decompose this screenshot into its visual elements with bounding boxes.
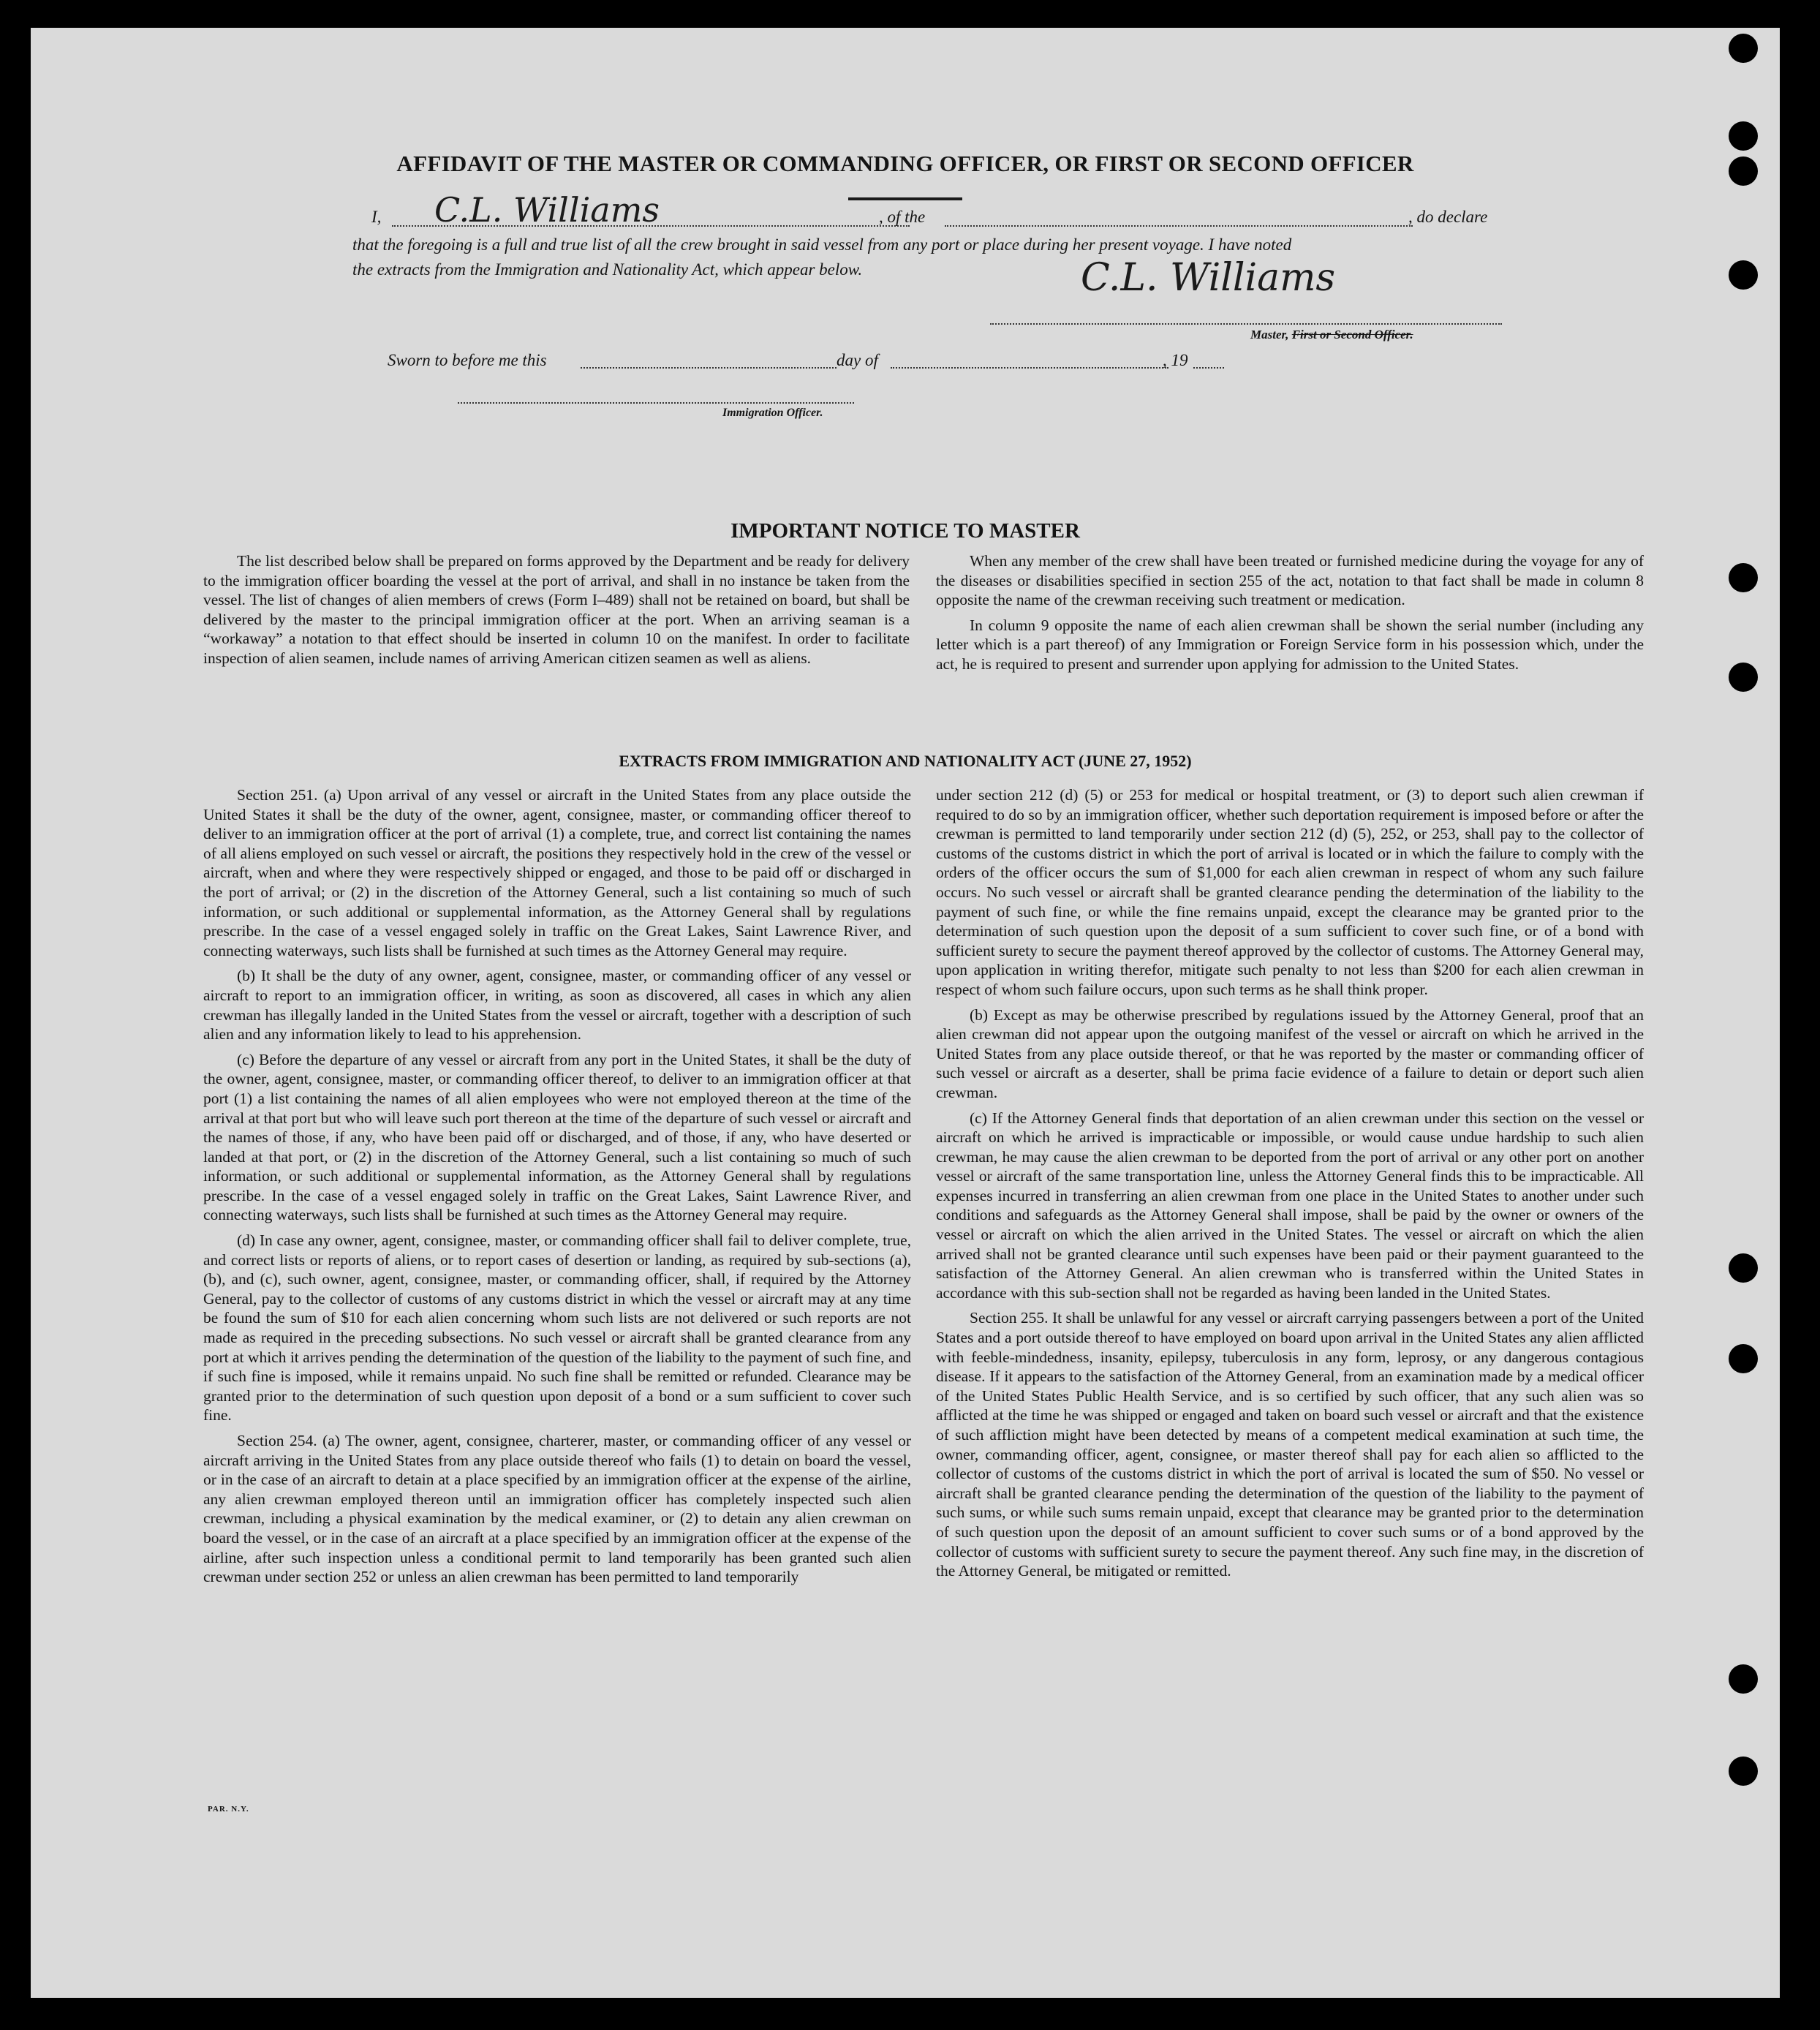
name-field-line [392, 225, 910, 227]
declaration-statement-1: that the foregoing is a full and true list of all the crew brought in said vessel from any port or place during her present voyage. I have noted [352, 235, 1292, 254]
declarant-signature: C.L. Williams [434, 190, 660, 230]
affidavit-title: AFFIDAVIT OF THE MASTER OR COMMANDING OFFICER, OR FIRST OR SECOND OFFICER [396, 151, 1414, 176]
punch-hole [1729, 1757, 1758, 1786]
notice-right-paragraph: In column 9 opposite the name of each alien crewman shall be shown the serial number (including any letter which is a part thereof) of any Immigration or Foreign Service form in his possession which, under the act, he is required to present and surrender upon applying for admission to the United States. [936, 616, 1644, 673]
title-divider [848, 197, 962, 200]
year-label: , 19 [1163, 351, 1188, 369]
vessel-field-line [945, 225, 1413, 227]
extract-paragraph: (c) Before the departure of any vessel or aircraft from any port in the United States, it shall be the duty of the owner, agent, consignee, master, or commanding officer thereof, to deliver to an immigration officer at that port (1) a list containing the names of all alien employees who were not employed thereon at the time of the arrival at that port but who will leave such port thereon at the time of the departure of such vessel or aircraft and the names of those, if any, who have been paid off or discharged, and of those, if any, who have deserted or landed at that port, or (2) in the discretion of the Attorney General, such a list containing so much of such information, or such additional or supplemental information, as the Attorney General shall by regulations prescribe. In the case of a vessel engaged solely in traffic on the Great Lakes, Saint Lawrence River, and connecting waterways, such lists shall be furnished at such times as the Attorney General may require. [203, 1050, 911, 1224]
extracts-left-column [203, 785, 911, 1593]
punch-hole [1729, 156, 1758, 186]
printer-code: PAR. N.Y. [208, 1805, 249, 1814]
extract-paragraph: Section 251. (a) Upon arrival of any vessel or aircraft in the United States from any place outside the United States it shall be the duty of the owner, agent, consignee, master, or commanding officer thereof to deliver to an immigration officer at the port of arrival (1) a complete, true, and correct list containing the names of all aliens employed on such vessel or aircraft, the positions they respectively hold in the crew of the vessel or aircraft, when and where they were respectively shipped or engaged, and those to be paid off or discharged in the port of arrival; or (2) in the discretion of the Attorney General, such a list containing so much of such information, or such additional or supplemental information, as the Attorney General shall by regulations prescribe. In the case of a vessel engaged solely in traffic on the Great Lakes, Saint Lawrence River, and connecting waterways, such lists shall be furnished at such times as the Attorney General may require. [203, 786, 911, 959]
punch-hole [1729, 663, 1758, 692]
extract-paragraph: Section 255. It shall be unlawful for any vessel or aircraft carrying passengers between a port of the United States and a port outside thereof to have employed on board upon arrival in the United States any alien afflicted with feeble-mindedness, insanity, epilepsy, tuberculosis in any form, leprosy, or any dangerous contagious disease. If it appears to the satisfaction of the Attorney General, from an examination made by a medical officer of the United States Public Health Service, and is so certified by such officer, that any such alien was so afflicted at the time he was shipped or engaged and taken on board such vessel or aircraft and that the existence of such affliction might have been detected by means of a competent medical examination at such time, the owner, commanding officer, agent, consignee, or master thereof shall pay for each alien so afflicted to the collector of customs of the customs district in which the port of arrival is located the sum of $50. No vessel or aircraft shall be granted clearance pending the determination of the question of the liability to the payment of such sums, or while such sums remain unpaid, except that clearance may be granted prior to the determination of such question upon the deposit of an amount sufficient to cover such sums or of a bond approved by the collector of customs with sufficient surety to secure the payment thereof. Any such fine may, in the discretion of the Attorney General, be mitigated or remitted. [936, 1309, 1644, 1580]
signature-line [990, 323, 1502, 325]
notice-right-column [936, 551, 1644, 680]
punch-hole [1729, 121, 1758, 151]
extracts-title: EXTRACTS FROM IMMIGRATION AND NATIONALITY ACT (JUNE 27, 1952) [619, 752, 1192, 770]
punch-hole [1729, 1253, 1758, 1283]
signer-title-struck: First or Second Officer. [1291, 328, 1413, 342]
binder-holes [1729, 28, 1780, 1998]
punch-hole [1729, 34, 1758, 63]
punch-hole [1729, 1664, 1758, 1694]
declaration-statement-2: the extracts from the Immigration and Nationality Act, which appear below. [352, 260, 863, 279]
notice-right-paragraph: When any member of the crew shall have been treated or furnished medicine during the voyage for any of the diseases or disabilities specified in section 255 of the act, notation to that fact shall be made in column 8 opposite the name of the crewman receiving such treatment or medication. [936, 552, 1644, 609]
officer-label: Immigration Officer. [722, 407, 823, 419]
punch-hole [1729, 1344, 1758, 1373]
officer-signature-line [458, 402, 854, 404]
do-declare-label: , do declare [1408, 208, 1488, 226]
extract-paragraph: (b) Except as may be otherwise prescribed by regulations issued by the Attorney General, proof that an alien crewman did not appear upon the outgoing manifest of the vessel or aircraft on which he arrived in the United States from any place outside thereof, or that he was reported by the master or commanding officer of such vessel or aircraft as a deserter, shall be prima facie evidence of a failure to detain or deport such alien crewman. [936, 1005, 1644, 1101]
notice-left-paragraph: The list described below shall be prepared on forms approved by the Department and be ready for delivery to the immigration officer boarding the vessel at the port of arrival, and shall in no instance be taken from the vessel. The list of changes of alien members of crews (Form I–489) shall not be retained on board, but shall be delivered by the master to the principal immigration officer at the port. When an arriving seaman is a “workaway” a notation to that effect should be inserted in column 10 on the manifest. In order to facilitate inspection of alien seamen, include names of arriving American citizen seamen as well as aliens. [203, 552, 910, 667]
extract-paragraph: under section 212 (d) (5) or 253 for medical or hospital treatment, or (3) to deport such alien crewman if required to do so by an immigration officer, whether such deportation requirement is imposed before or after the crewman is permitted to land temporarily under section 212 (d) (5), 252, or 253, shall pay to the collector of customs of the customs district in which the port of arrival is located or in which the failure to comply with the orders of the officer occurs the sum of $1,000 for each alien crewman in respect of whom any such failure occurs. No such vessel or aircraft shall be granted clearance pending the determination of the liability to the payment of such fine, or while the fine remains unpaid, except the clearance may be granted prior to the determination of such question upon the deposit of a sum sufficient to cover such fine, or of a bond with sufficient surety to secure the payment thereof approved by the collector of customs. The Attorney General may, upon application in writing therefor, mitigate such penalty to not less than $200 for each alien crewman in respect of whom such failure occurs, upon such terms as he shall think proper. [936, 786, 1644, 998]
extract-paragraph: Section 254. (a) The owner, agent, consignee, charterer, master, or commanding officer of any vessel or aircraft arriving in the United States from any place outside thereof who fails (1) to detain on board the vessel, or in the case of an aircraft to detain at a place specified by an immigration officer at the expense of the airline, any alien crewman employed thereon until an immigration officer has completely inspected such alien crewman, including a physical examination by the medical examiner, or (2) to detain any alien crewman on board the vessel, or in the case of an aircraft at a place specified by an immigration officer at the expense of the airline, after such inspection unless a conditional permit to land temporarily has been granted such alien crewman under section 252 or unless an alien crewman has been permitted to land temporarily [203, 1432, 911, 1586]
declare-prefix: I, [371, 208, 382, 226]
master-signature: C.L. Williams [1081, 256, 1336, 300]
punch-hole [1729, 563, 1758, 592]
extracts-right-column [936, 785, 1644, 1587]
extract-paragraph: (b) It shall be the duty of any owner, agent, consignee, master, or commanding officer of any vessel or aircraft to report to an immigration officer, in writing, as soon as discovered, all cases in which any alien crewman has illegally landed in the United States from the vessel or aircraft, together with a description of such alien and any information likely to lead to his apprehension. [203, 967, 911, 1044]
notice-left-column [203, 551, 910, 674]
form-sheet [31, 28, 1780, 1998]
extract-paragraph: (c) If the Attorney General finds that deportation of an alien crewman under this section on the vessel or aircraft on which he arrived is impracticable or impossible, or would cause undue hardship to such alien crewman, he may cause the alien crewman to be deported from the port of arrival or any other port on another vessel or aircraft of the same transportation line, unless the Attorney General finds this to be impracticable. All expenses incurred in transferring an alien crewman from one place in the United States to another under such conditions and safeguards as the Attorney General shall impose, shall be paid by the owner or owners of the vessel or aircraft on which the alien arrived in the United States. The vessel or aircraft on which the alien arrived shall not be granted clearance until such expenses have been paid or their payment guaranteed to the satisfaction of the Attorney General. An alien crewman who is transferred within the United States in accordance with this sub-section shall not be regarded as having been landed in the United States. [936, 1109, 1644, 1302]
notice-title: IMPORTANT NOTICE TO MASTER [730, 519, 1080, 543]
signer-title-master: Master, [1250, 328, 1289, 342]
signer-title [1250, 328, 1413, 342]
sworn-day-line [581, 367, 837, 369]
sworn-label: Sworn to before me this [388, 351, 547, 369]
punch-hole [1729, 260, 1758, 290]
extract-paragraph: (d) In case any owner, agent, consignee, master, or commanding officer shall fail to deliver complete, true, and correct lists or reports of aliens, or to report cases of desertion or landing, as required by sub-sections (a), (b), and (c), such owner, agent, consignee, master, or commanding officer, shall, if required by the Attorney General, pay to the collector of customs of any customs district in which the vessel or aircraft may at any time be found the sum of $10 for each alien concerning whom such lists are not delivered or such reports are not made as required in the preceding subsections. No such vessel or aircraft shall be granted clearance from any port at which it arrives pending the determination of the question of the liability to the payment of such fine, and if such fine is imposed, while it remains unpaid. No such fine shall be remitted or refunded. Clearance may be granted prior to the determination of such question upon deposit of a bond or a sum sufficient to cover such fine. [203, 1231, 911, 1425]
of-the-label: , of the [879, 208, 926, 226]
sworn-month-line [891, 367, 1168, 369]
year-line [1193, 367, 1224, 369]
day-of-label: day of [837, 351, 878, 369]
